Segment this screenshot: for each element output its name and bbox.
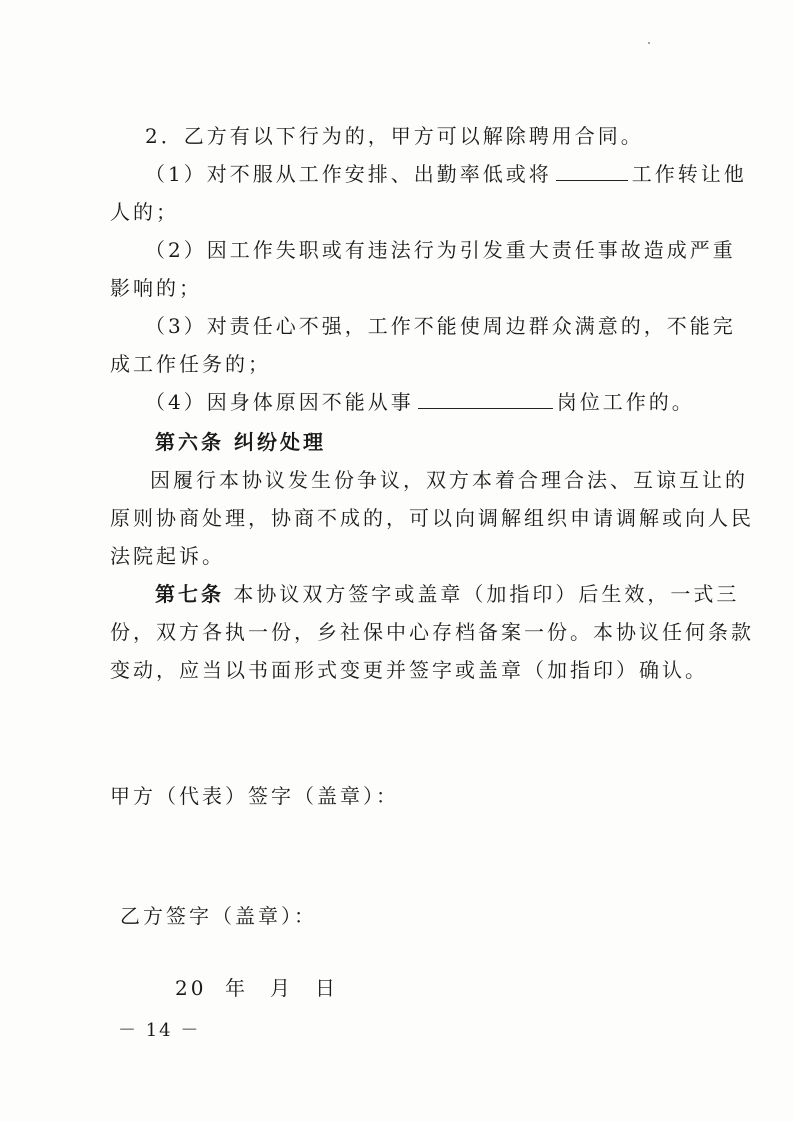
article7-line3: 变动，应当以书面形式变更并签字或盖章（加指印）确认。 [110,658,708,682]
article7-label: 第七条 [155,582,224,606]
article6-title: 第六条 纠纷处理 [155,430,326,454]
article6-line2: 原则协商处理，协商不成的，可以向调解组织申请调解或向人民 [110,506,754,530]
scan-speck [648,42,650,44]
date-month: 月 [270,976,293,1000]
item4-fill-blank [418,388,553,409]
item1-line1 [145,160,747,188]
date-year-prefix: 20 [175,976,207,1000]
clause2-intro: 2．乙方有以下行为的，甲方可以解除聘用合同。 [145,124,644,148]
article6-line1: 因履行本协议发生份争议，双方本着合理合法、互谅互让的 [150,468,748,492]
party-b-signature-label: 乙方签字（盖章）： [120,904,317,928]
article7-text1: 本协议双方签字或盖章（加指印）后生效，一式三 [233,582,740,606]
item1-text-b: 工作转让他 [631,162,747,186]
item4-text-b: 岗位工作的。 [556,390,695,414]
item1-fill-blank [556,160,628,181]
page-number: － 14 － [118,1020,201,1041]
date-year: 年 [225,976,248,1000]
article7-line2: 份，双方各执一份，乡社保中心存档备案一份。本协议任何条款 [110,620,754,644]
item1-text-a: （1）对不服从工作安排、出勤率低或将 [145,162,552,186]
item4-text-a: （4）因身体原因不能从事 [145,390,414,414]
article6-line3: 法院起诉。 [110,544,225,568]
item3-line1: （3）对责任心不强，工作不能使周边群众满意的，不能完 [145,314,736,338]
item4-line [145,388,695,416]
article7-line1 [155,580,739,608]
item3-line2: 成工作任务的； [110,352,271,376]
item2-line1: （2）因工作失职或有违法行为引发重大责任事故造成严重 [145,238,736,262]
date-day: 日 [315,976,338,1000]
item1-line2: 人的； [110,200,179,224]
party-a-signature-label: 甲方（代表）签字（盖章）： [110,784,399,808]
item2-line2: 影响的； [110,276,202,300]
signature-date [175,972,338,1001]
